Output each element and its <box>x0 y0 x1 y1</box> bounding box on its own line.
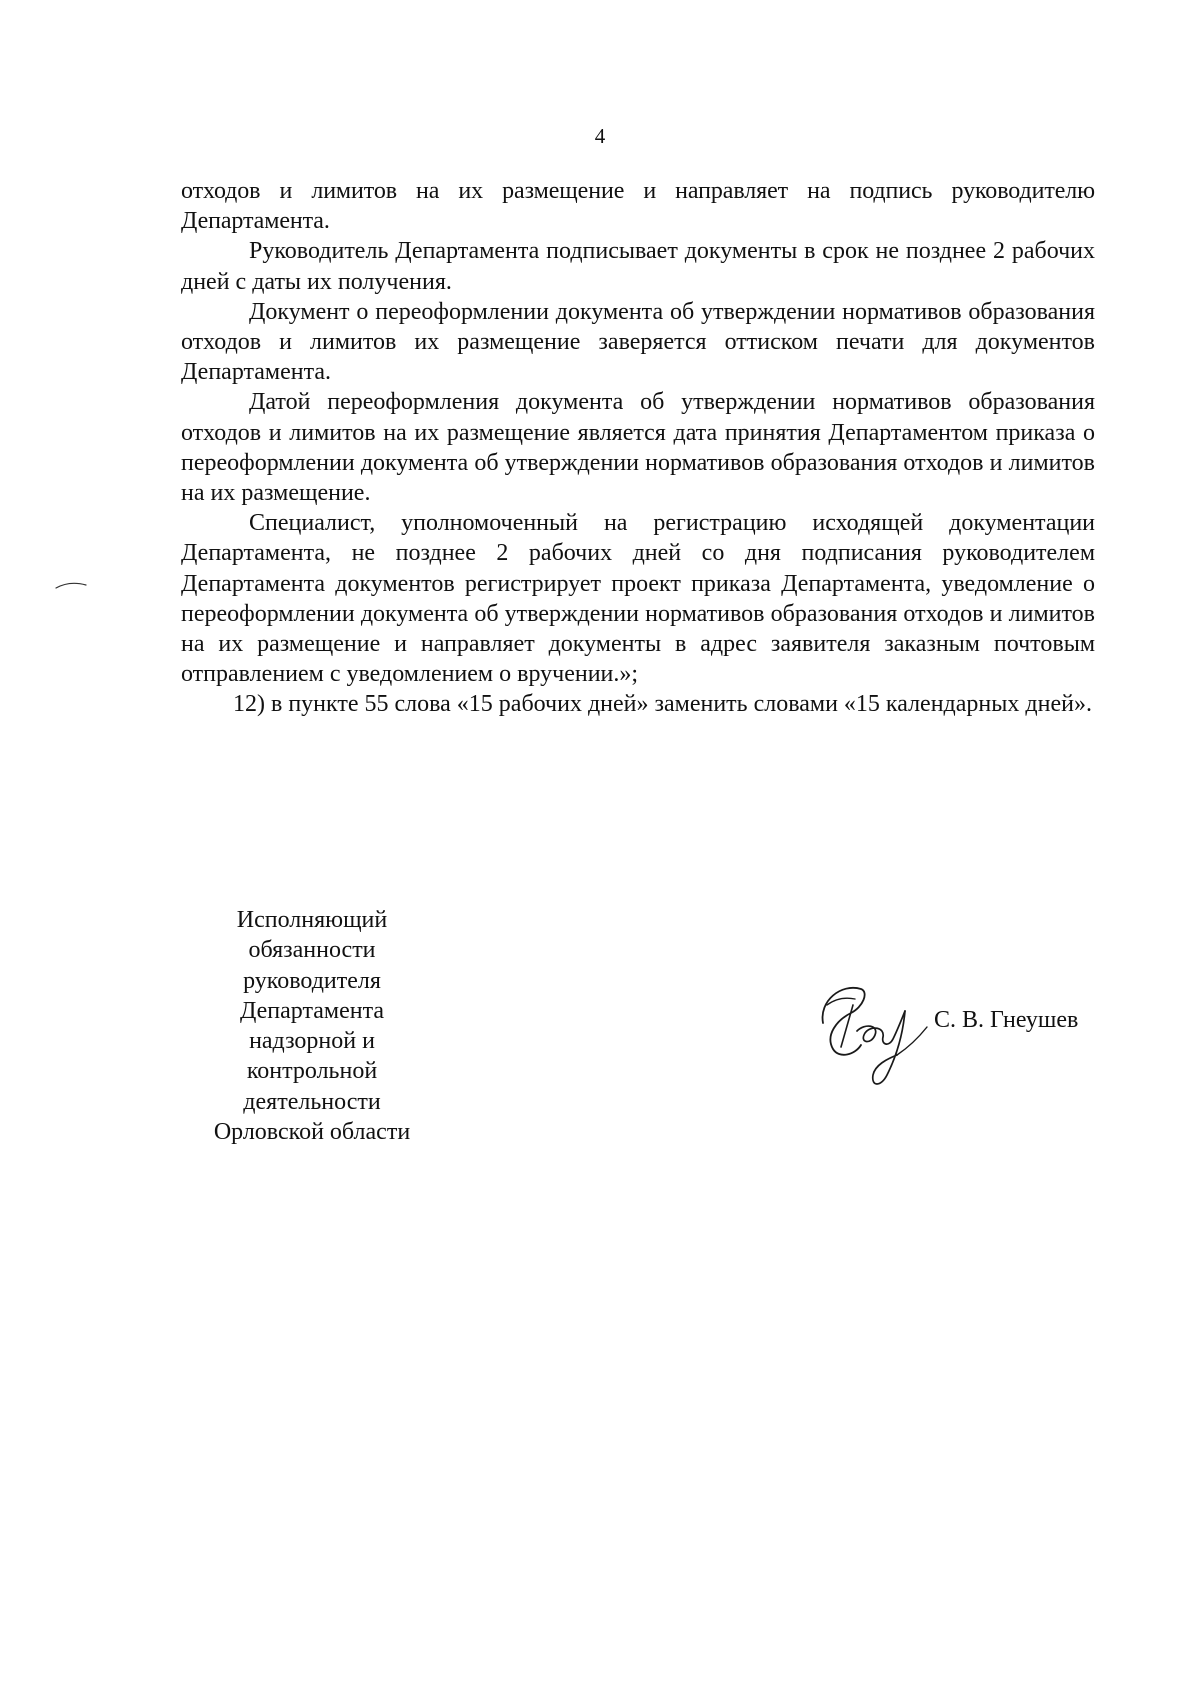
paragraph-signing-deadline: Руководитель Департамента подписывает документы в срок не позднее 2 рабочих дней с даты их получения. <box>181 238 1095 295</box>
signatory-position-line: Орловской области <box>213 1119 411 1146</box>
signer-name: С. В. Гнеушев <box>934 1007 1079 1033</box>
signatory-position-line: Департамента <box>239 997 385 1024</box>
paragraph-registration: Специалист, уполномоченный на регистрацию исходящей документации Департамента, не позднее 2 рабочих дней со дня подписания руководителем Департамента документов регистрирует проект приказа Департамента, уведомление о переоформлении документа об утверждении нормативов образования отходов и лимитов на их размещение и направляет документы в адрес заявителя заказным почтовым отправлением с уведомлением о вручении.»; <box>181 510 1095 688</box>
paragraph-seal: Документ о переоформлении документа об утверждении нормативов образования отходов и лимитов их размещение заверяется оттиском печати для документов Департамента. <box>181 298 1095 386</box>
scan-artifact <box>55 580 87 590</box>
signatory-position-line: контрольной <box>246 1058 378 1085</box>
signatory-position-line: Исполняющий <box>236 907 388 933</box>
signatory-position-line: обязанности <box>248 937 376 964</box>
document-body <box>181 176 1095 720</box>
paragraph-continuation: отходов и лимитов на их размещение и направляет на подпись руководителю Департамента. <box>181 178 1095 235</box>
signatory-position <box>192 905 432 1147</box>
page-number: 4 <box>594 124 606 148</box>
signatory-position-line: деятельности <box>243 1088 381 1115</box>
paragraph-reissue-date: Датой переоформления документа об утверждении нормативов образования отходов и лимитов на их размещение является дата принятия Департаментом приказа о переоформлении документа об утверждении нормативов образования отходов и лимитов на их размещение. <box>181 389 1095 507</box>
signatory-position-line: руководителя <box>243 967 381 994</box>
signatory-position-line: надзорной и <box>249 1028 375 1055</box>
paragraph-amendment-12: 12) в пункте 55 слова «15 рабочих дней» заменить словами «15 календарных дней». <box>233 691 1092 718</box>
signature-icon <box>805 975 930 1095</box>
